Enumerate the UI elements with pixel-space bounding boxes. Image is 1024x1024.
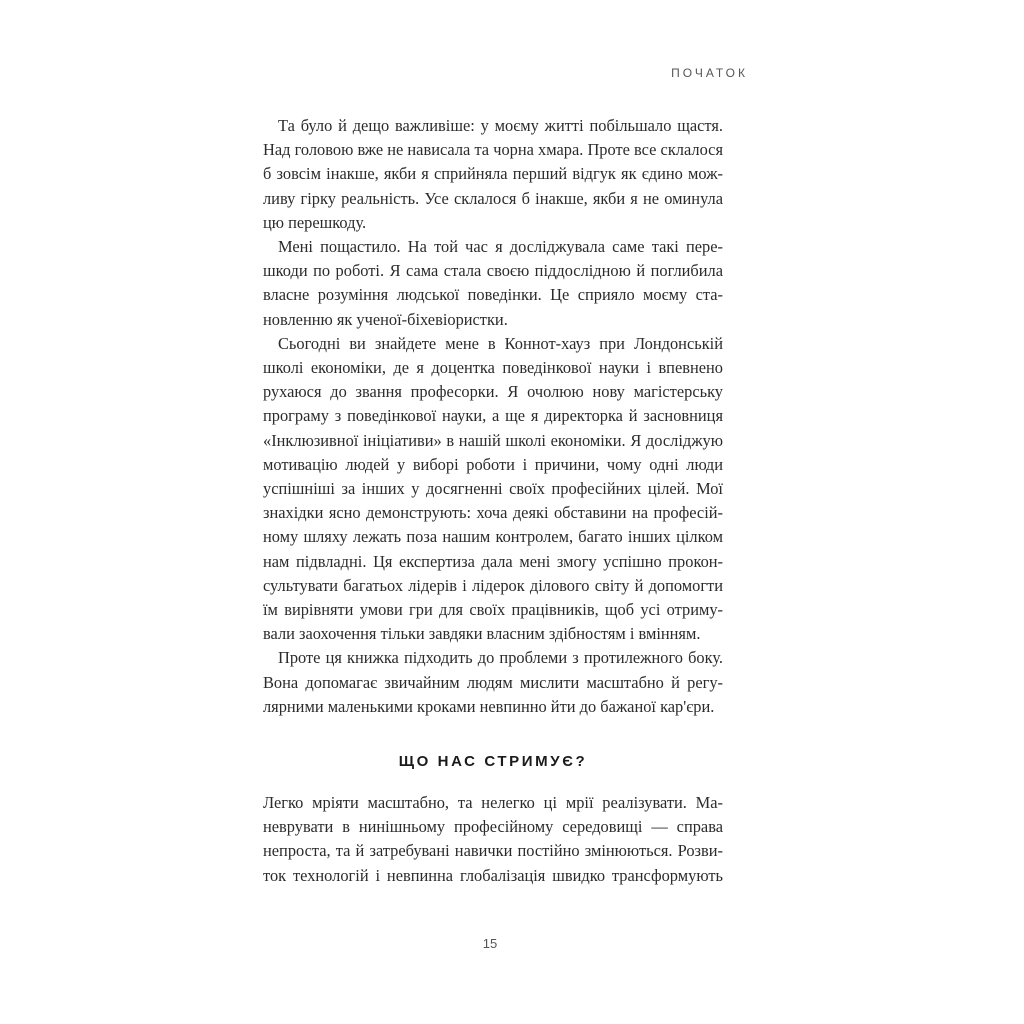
text-line: сультувати багатьох лідерів і лідерок ділового світу й допомогти [263, 575, 723, 595]
text-line: шкоди по роботі. Я сама стала своєю піддослідною й поглибила [263, 261, 723, 281]
text-line: нам підвладні. Ця експертиза дала мені змогу успішно прокон- [263, 551, 723, 571]
text-line: Та було й дещо важливіше: у моєму житті побільшало щастя. [278, 116, 723, 135]
text-line: непроста, та й затребувані навички постійно змінюються. Розви- [263, 841, 723, 861]
text-line: ному шляху лежать поза нашим контролем, багато інших цілком [263, 527, 723, 547]
paragraph-2 [263, 235, 723, 332]
section-heading: ЩО НАС СТРИМУЄ? [398, 753, 588, 770]
text-line: Мені пощастило. На той час я досліджувала саме такі пере- [278, 237, 723, 257]
paragraph-4 [263, 646, 723, 719]
running-head: ПОЧАТОК [671, 66, 748, 80]
text-line: Легко мріяти масштабно, та нелегко ці мрії реалізувати. Ма- [263, 793, 723, 812]
text-line: успішніші за інших у досягненні своїх професійних цілей. Мої [263, 479, 723, 499]
text-line: рухаюся до звання професорки. Я очолюю нову магістерську [263, 382, 723, 402]
text-line: програму з поведінкової науки, а ще я директорка й засновниця [263, 406, 723, 426]
text-line: їм вирівняти умови гри для своїх працівників, щоб усі отриму- [263, 600, 723, 620]
page-number: 15 [482, 936, 498, 951]
text-line: Проте ця книжка підходить до проблеми з протилежного боку. [278, 648, 723, 668]
text-line: мотивацію людей у виборі роботи і причини, чому одні люди [263, 454, 723, 474]
text-line: власне розуміння людської поведінки. Це сприяло моєму ста- [263, 285, 723, 305]
text-line: цю перешкоду. [263, 212, 367, 232]
text-line: Сьогодні ви знайдете мене в Коннот-хауз при Лондонській [278, 333, 723, 353]
text-line: Вона допомагає звичайним людям мислити масштабно й регу- [263, 672, 723, 692]
body-text-section-1 [263, 114, 723, 719]
text-line: знахідки ясно демонструють: хоча деякі обставини на професій- [263, 503, 723, 523]
text-line: вали заохочення тільки завдяки власним здібностям і вмінням. [263, 624, 701, 644]
body-text-section-2 [263, 791, 723, 888]
text-line: неврувати в нинішньому професійному середовищі — справа [263, 817, 723, 837]
paragraph-3 [263, 332, 723, 647]
text-line: б зовсім інакше, якби я сприйняла перший відгук як єдино мож- [263, 164, 723, 184]
text-line: лярними маленькими кроками невпинно йти до бажаної кар'єри. [263, 696, 715, 716]
text-line: ливу гірку реальність. Усе склалося б інакше, якби я не оминула [263, 188, 723, 208]
text-line: Над головою вже не нависала та чорна хмара. Проте все склалося [263, 140, 723, 160]
text-line: «Інклюзивної ініціативи» в нашій школі економіки. Я досліджую [263, 430, 723, 450]
paragraph-5 [263, 791, 723, 888]
text-line: школі економіки, де я доцентка поведінкової науки і впевнено [263, 358, 723, 378]
paragraph-1 [263, 114, 723, 235]
text-line: ток технологій і невпинна глобалізація швидко трансформують [263, 865, 723, 885]
text-line: новленню як ученої-біхевіористки. [263, 309, 508, 329]
